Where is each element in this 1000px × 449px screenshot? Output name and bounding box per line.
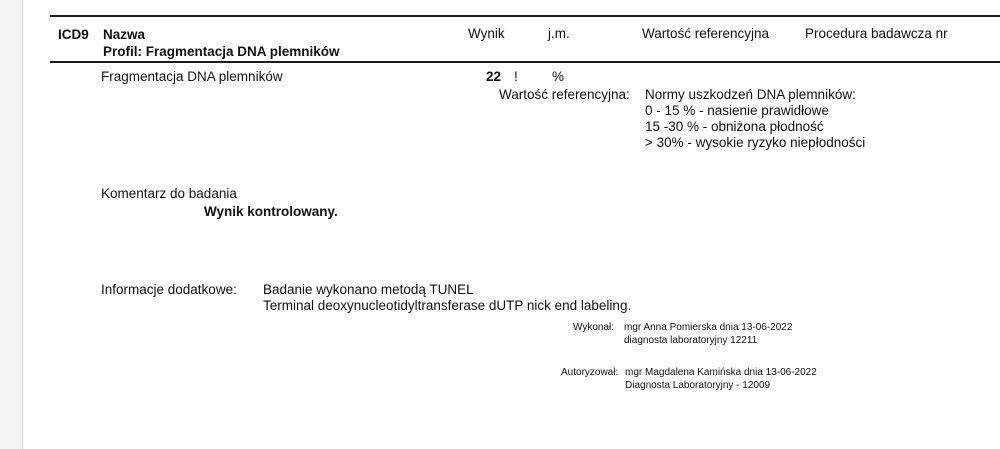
name-header: Nazwa	[103, 27, 146, 42]
result-header: Wynik	[468, 26, 505, 41]
comment-label: Komentarz do badania	[101, 186, 237, 201]
unit-header: j.m.	[548, 26, 570, 41]
reference-header: Wartość referencyjna	[642, 26, 770, 41]
info-method-full: Terminal deoxynucleotidyltransferase dUTP nick end labeling.	[263, 298, 632, 313]
header-bottom-rule	[50, 61, 1000, 63]
authorized-by: mgr Magdalena Kamińska dnia 13-06-2022	[625, 367, 817, 378]
header-top-rule	[50, 15, 1000, 17]
test-name: Fragmentacja DNA plemników	[101, 69, 283, 84]
profile-title: Profil: Fragmentacja DNA plemników	[103, 44, 340, 59]
result-unit: %	[552, 69, 565, 84]
performed-label: Wykonał:	[573, 322, 615, 333]
reference-line: > 30% - wysokie ryzyko niepłodności	[645, 135, 866, 150]
comment-text: Wynik kontrolowany.	[204, 204, 338, 219]
result-flag: !	[514, 69, 518, 84]
reference-line: Normy uszkodzeń DNA plemników:	[645, 87, 856, 102]
page-margin	[0, 0, 23, 449]
authorized-label: Autoryzował:	[561, 367, 619, 378]
reference-label: Wartość referencyjna:	[499, 87, 630, 102]
performed-title: diagnosta laboratoryjny 12211	[624, 335, 758, 346]
procedure-header: Procedura badawcza nr	[805, 26, 948, 41]
icd9-header: ICD9	[58, 27, 89, 42]
reference-line: 0 - 15 % - nasienie prawidłowe	[645, 103, 829, 118]
reference-line: 15 -30 % - obniżona płodność	[645, 119, 824, 134]
info-method: Badanie wykonano metodą TUNEL	[263, 282, 474, 297]
info-label: Informacje dodatkowe:	[101, 282, 237, 297]
performed-by: mgr Anna Pomierska dnia 13-06-2022	[624, 322, 793, 333]
authorized-title: Diagnosta Laboratoryjny - 12009	[625, 380, 771, 391]
result-value: 22	[486, 69, 502, 84]
